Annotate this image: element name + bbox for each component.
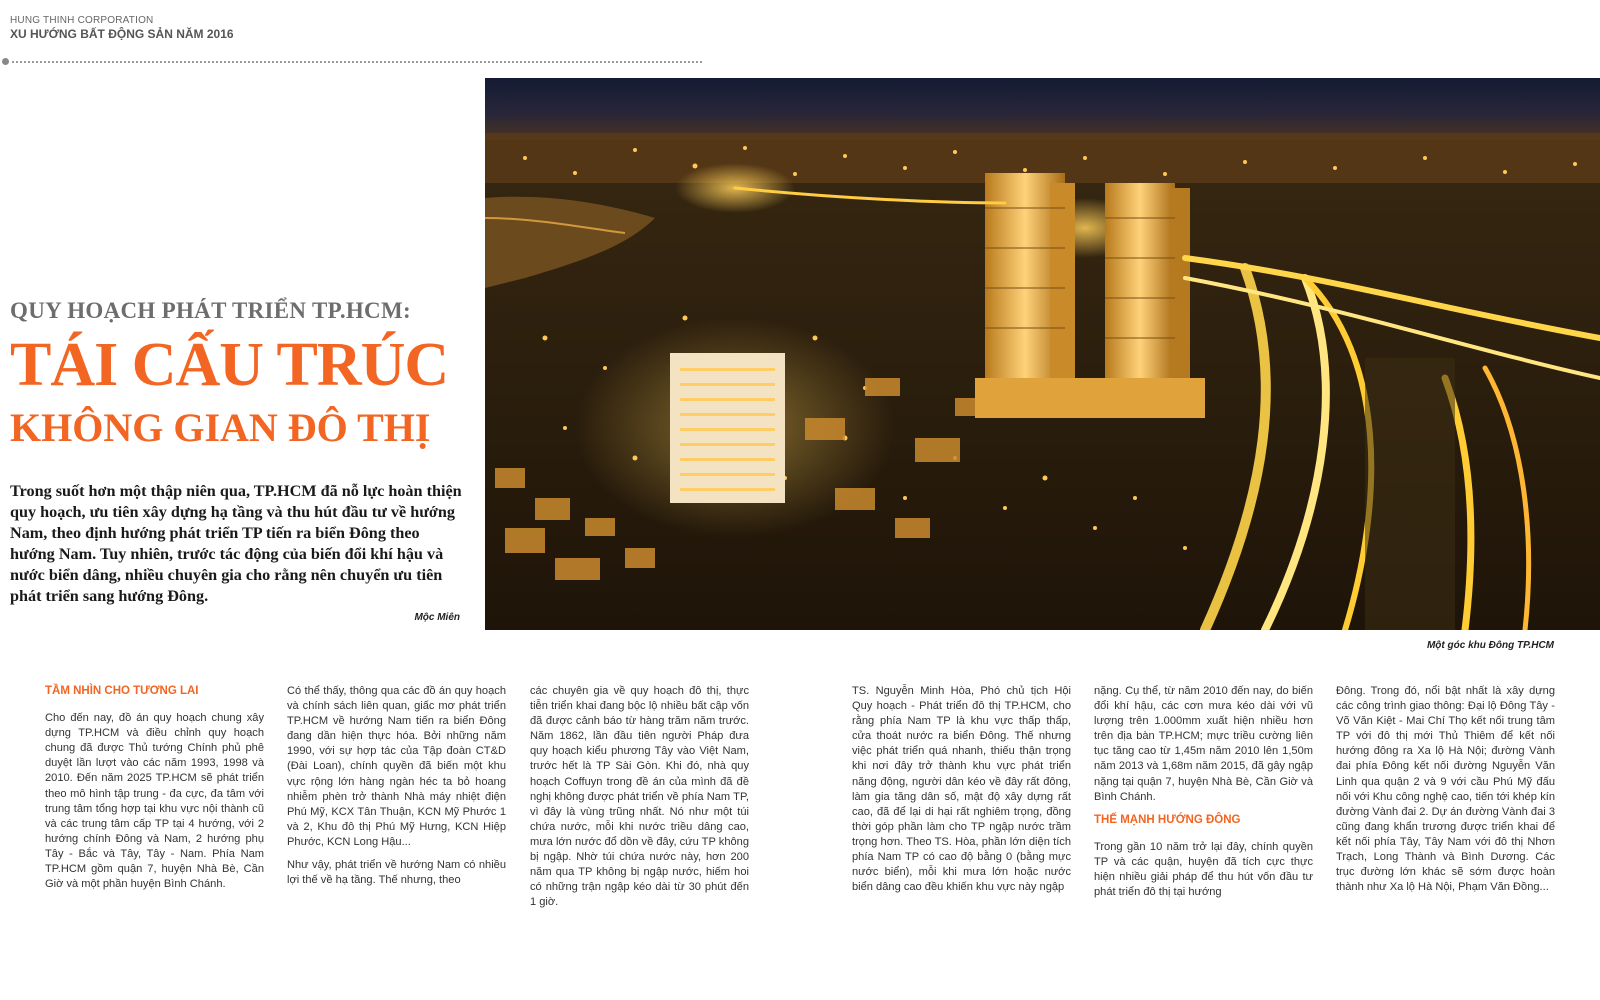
body-column-1 [45, 684, 264, 900]
body-paragraph: Có thể thấy, thông qua các đồ án quy hoạch và chính sách liên quan, giấc mơ phát triển TP.HCM về hướng Nam tiến ra biển Đông đang dần hiện thực hóa. Bởi những năm 1990, với sự hợp tác của Tập đoàn CT&D (Đài Loan), chính quyền đã biến một khu vực rộng lớn hàng ngàn héc ta bỏ hoang nhiễm phèn trở thành Nhà máy nhiệt điện Phú Mỹ, KCX Tân Thuận, KCN Mỹ Phước 1 và 2, Khu đô thị Phú Mỹ Hưng, KCN Hiệp Phước, KCN Long Hậu... [287, 685, 506, 848]
body-paragraph: nặng. Cụ thể, từ năm 2010 đến nay, do biến đổi khí hậu, các cơn mưa kéo dài với vũ lượng trên 1.000mm xuất hiện nhiều hơn trên địa bàn TP.HCM; mực triều cường liên tục tăng cao từ 1,45m năm 2010 lên 1,50m năm 2013 và 1,68m năm 2015, đã gây ngập nặng tại quận 7, huyện Nhà Bè, Cần Giờ và Bình Chánh. [1094, 685, 1313, 803]
body-column-5 [1094, 684, 1313, 908]
article-title-line1: TÁI CẤU TRÚC [10, 331, 449, 399]
body-column-3 [530, 684, 749, 918]
article-author: Mộc Miên [414, 612, 460, 623]
rule-dot [2, 58, 9, 65]
body-paragraph: các chuyên gia về quy hoạch đô thị, thực tiễn triển khai đang bộc lộ nhiều bất cập vốn đã được cảnh báo từ hàng trăm năm trước. Năm 1862, lần đầu tiên người Pháp đưa quy hoạch kiểu phương Tây vào Việt Nam, trước hết là TP Sài Gòn. Khi đó, nhà quy hoạch Coffuyn trong đề án của mình đã đề nghị không được phát triển về phía Nam TP, vì đây là vùng trũng nhất. Nó như một túi chứa nước, mỗi khi nước triều dâng cao, mưa lớn nước đổ dồn về đây, cứu TP không bị ngập. Nhờ túi chứa nước này, hơn 200 năm qua TP không bị ngập nước, hiếm hoi có những trận ngập kéo dài từ 30 phút đến 1 giờ. [530, 685, 749, 909]
magazine-section-title: XU HƯỚNG BẤT ĐỘNG SẢN NĂM 2016 [10, 27, 234, 41]
photo-caption: Một góc khu Đông TP.HCM [1426, 640, 1554, 651]
corporation-name: HUNG THINH CORPORATION [10, 15, 154, 26]
body-column-2 [287, 684, 506, 896]
section-heading: THẾ MẠNH HƯỚNG ĐÔNG [1094, 813, 1241, 826]
article-lead: Trong suốt hơn một thập niên qua, TP.HCM đã nỗ lực hoàn thiện quy hoạch, ưu tiên xây dựng hạ tầng và thu hút đầu tư về hướng Nam, theo định hướng phát triển TP tiến ra biển Đông theo hướng Nam. Tuy nhiên, trước tác động của biến đổi khí hậu và nước biển dâng, nhiều chuyên gia cho rằng nên chuyển ưu tiên phát triển sang hướng Đông. [10, 482, 462, 605]
body-paragraph: TS. Nguyễn Minh Hòa, Phó chủ tịch Hội Quy hoạch - Phát triển đô thị TP.HCM, cho rằng phía Nam TP là khu vực thấp thấp, cửa thoát nước ra biển Đông. Thế nhưng việc phát triển quá nhanh, thiếu thận trọng khi nơi đây trở thành khu vực phát triển năng động, người dân kéo về đây rất đông, làm gia tăng dân số, mật độ xây dựng rất cao, đã để lại di hại rất nghiêm trọng, đồng thời góp phần làm cho TP ngập nước trầm trọng hơn. Theo TS. Hòa, phần lớn diện tích phía Nam TP có cao độ bằng 0 (bằng mực nước biển), mỗi khi mưa lớn hoặc nước biển dâng cao đều khiến khu vực này ngập [852, 685, 1071, 894]
body-column-6 [1336, 684, 1555, 903]
body-paragraph: Như vậy, phát triển về hướng Nam có nhiều lợi thế về hạ tầng. Thế nhưng, theo [287, 859, 506, 887]
article-title-line2: KHÔNG GIAN ĐÔ THỊ [10, 405, 431, 450]
article-kicker: QUY HOẠCH PHÁT TRIỂN TP.HCM: [10, 298, 411, 323]
dotted-rule [12, 61, 702, 63]
section-heading: TẦM NHÌN CHO TƯƠNG LAI [45, 685, 199, 697]
body-paragraph: Cho đến nay, đồ án quy hoạch chung xây dựng TP.HCM và điều chỉnh quy hoạch chung đã được Thủ tướng Chính phủ phê duyệt lần lượt vào các năm 1993, 1998 và 2010. Đến năm 2025 TP.HCM sẽ phát triển theo mô hình tập trung - đa cực, đa tâm với trung tâm tổng hợp tại khu vực nội thành cũ và các trung tâm cấp TP tại 4 hướng, với 2 hướng chính Đông và Nam, 2 hướng phụ Tây - Bắc và Tây, Tây - Nam. Phía Nam TP.HCM gồm quận 7, huyện Nhà Bè, Cần Giờ và một phần huyện Bình Chánh. [45, 712, 264, 891]
body-paragraph: Đông. Trong đó, nổi bật nhất là xây dựng các công trình giao thông: Đại lộ Đông Tây - Võ Văn Kiệt - Mai Chí Thọ kết nối trung tâm TP với đô thị mới Thủ Thiêm để kết nối hướng đông ra Xa lộ Hà Nội; đường Vành đai phía Đông kết nối đường Nguyễn Văn Linh qua quận 2 và 9 với cầu Phú Mỹ đấu nối với Khu công nghệ cao, tiến tới khép kín đường Vành đai 2. Dự án đường Vành đai 3 cũng đang khẩn trương được triển khai để kết nối phía Tây, Tây Nam với đô thị Nhơn Trạch, Long Thành và Bình Dương. Các trục đường lớn khác sẽ sớm được hoàn thành như Xa lộ Hà Nội, Phạm Văn Đồng... [1336, 685, 1555, 894]
magazine-header [10, 15, 234, 41]
body-paragraph: Trong gần 10 năm trở lại đây, chính quyền TP và các quận, huyện đã tích cực thực hiện nhiều giải pháp để thu hút vốn đầu tư phát triển đô thị tại hướng [1094, 840, 1313, 899]
city-night-photo [485, 78, 1600, 630]
body-column-4 [852, 684, 1071, 903]
